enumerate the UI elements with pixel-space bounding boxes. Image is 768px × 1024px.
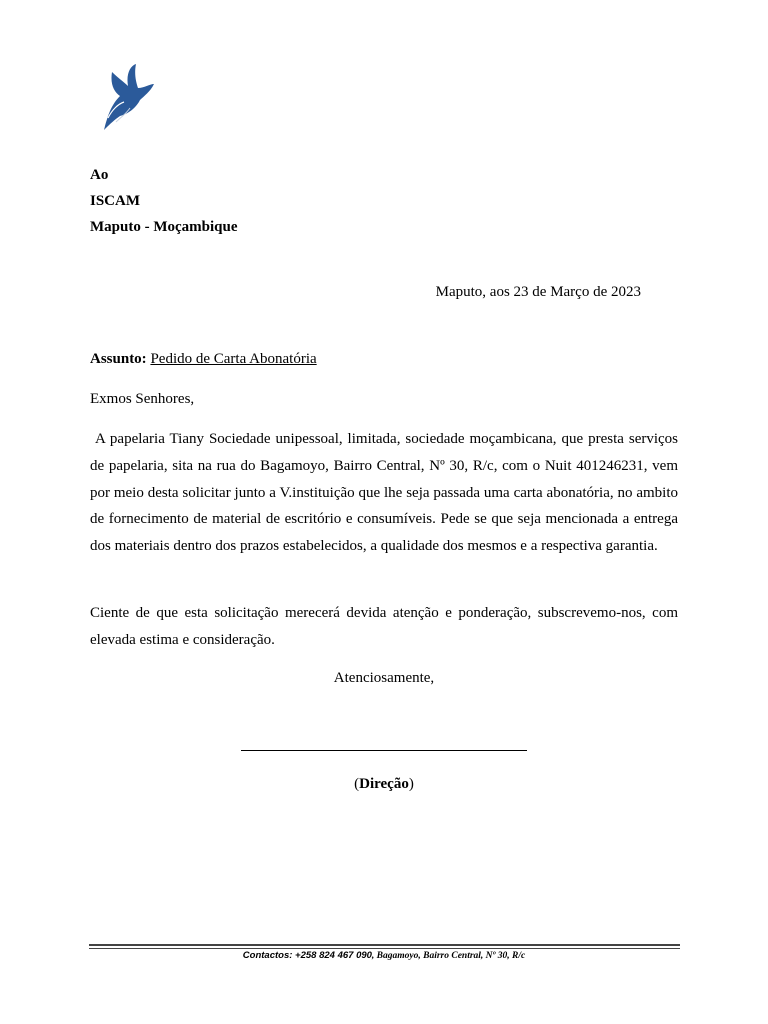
- recipient-line-1: Ao: [90, 167, 109, 183]
- closing: Atenciosamente,: [333, 670, 435, 686]
- footer-label: Contactos: [242, 950, 290, 961]
- recipient-line-3: Maputo - Moçambique: [90, 219, 238, 235]
- body-paragraph-1: A papelaria Tiany Sociedade unipessoal, limitada, sociedade moçambicana, que presta serviços de papelaria, sita na rua do Bagamoyo, Bairro Central, Nº 30, R/c, com o Nuit 401246231, vem por meio desta solicitar junto a V.instituição que lhe seja passada uma carta abonatória, no ambito de fornecimento de material de escritório e consumíveis. Pede se que seja mencionada a entrega dos materiais dentro dos prazos estabelecidos, a qualidade dos mesmos e a respectiva garantia.: [90, 431, 682, 555]
- dove-icon: [90, 62, 158, 132]
- subject-line: [90, 351, 317, 368]
- role-name: Direção: [359, 776, 409, 792]
- footer-phone: +258 824 467 090: [292, 950, 372, 961]
- letter-date: Maputo, aos 23 de Março de 2023: [435, 284, 641, 300]
- footer-rule-thin: [89, 948, 680, 949]
- signature-line: [241, 750, 527, 751]
- greeting: Exmos Senhores,: [90, 391, 195, 407]
- recipient-line-2: ISCAM: [90, 193, 141, 209]
- role-open-paren: (: [354, 776, 360, 792]
- role-close-paren: ): [408, 776, 414, 792]
- subject-text: Pedido de Carta Abonatória: [150, 351, 317, 367]
- footer-rule: [89, 944, 680, 946]
- signature-role: [0, 776, 768, 793]
- body-paragraph-2: Ciente de que esta solicitação merecerá devida atenção e ponderação, subscrevemo-nos, com elevada estima e consideração.: [90, 605, 678, 648]
- subject-label: Assunto:: [90, 351, 147, 367]
- footer-contacts: [0, 950, 768, 961]
- footer-address: , Bagamoyo, Bairro Central, Nº 30, R/c: [371, 951, 526, 961]
- footer-colon: :: [289, 950, 293, 961]
